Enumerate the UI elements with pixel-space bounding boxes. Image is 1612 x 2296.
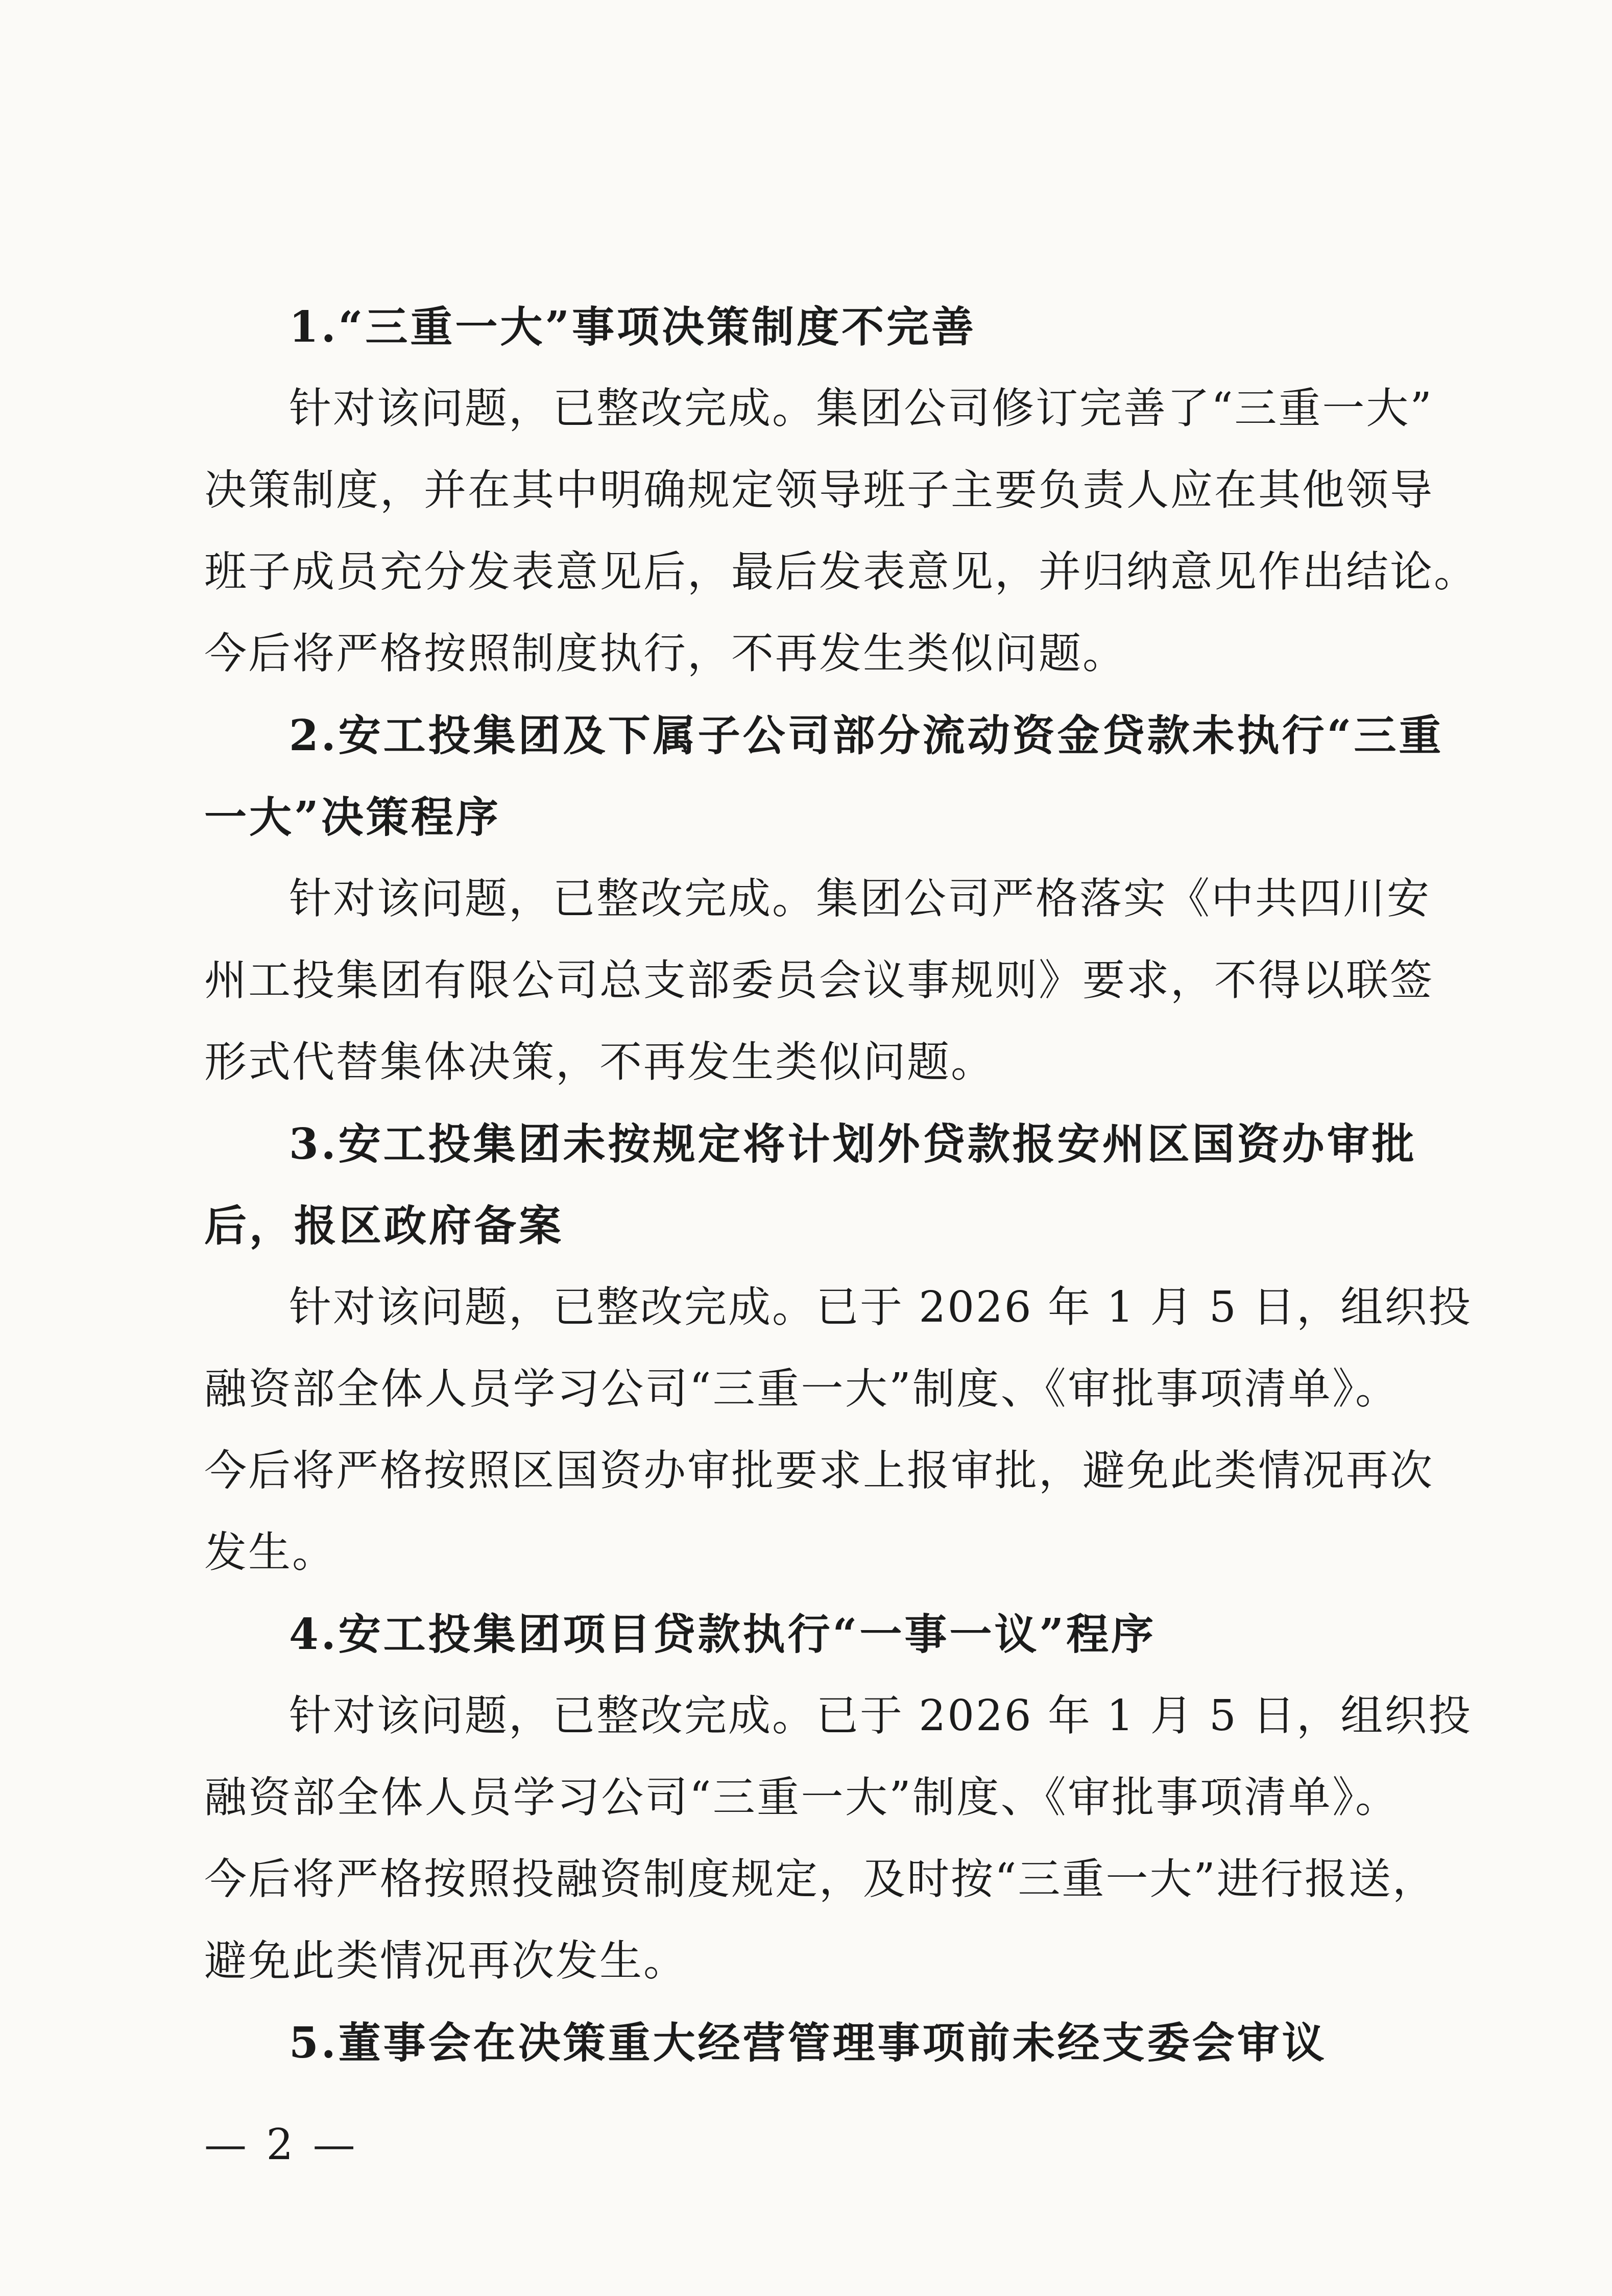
section-3	[204, 1103, 1473, 1593]
section-heading: 4.安工投集团项目贷款执行“一事一议”程序	[289, 1609, 1157, 1659]
section-heading: 后，报区政府备案	[204, 1201, 564, 1251]
section-heading: 5.董事会在决策重大经营管理事项前未经支委会审议	[289, 2018, 1327, 2068]
paragraph-line: 针对该问题，已整改完成。集团公司严格落实《中共四川安	[289, 874, 1431, 923]
document-body	[204, 286, 1478, 2084]
paragraph-line: 班子成员充分发表意见后，最后发表意见，并归纳意见作出结论。	[204, 547, 1478, 596]
paragraph-line: 针对该问题，已整改完成。已于 2026 年 1 月 5 日，组织投	[289, 1282, 1473, 1332]
section-4	[204, 1593, 1473, 2002]
section-2	[204, 695, 1444, 1103]
section-5	[204, 2002, 1399, 2084]
paragraph-line: 形式代替集体决策，不再发生类似问题。	[204, 1037, 995, 1087]
paragraph-line: 针对该问题，已整改完成。集团公司修订完善了“三重一大”	[289, 384, 1433, 433]
paragraph-line: 发生。	[204, 1527, 336, 1577]
paragraph-line: 今后将严格按照区国资办审批要求上报审批，避免此类情况再次	[204, 1446, 1434, 1495]
paragraph-line: 今后将严格按照制度执行，不再发生类似问题。	[204, 629, 1126, 678]
paragraph-line: 决策制度，并在其中明确规定领导班子主要负责人应在其他领导	[204, 465, 1434, 515]
page-number: — 2 —	[204, 2120, 358, 2169]
section-heading: 2.安工投集团及下属子公司部分流动资金贷款未执行“三重	[289, 710, 1444, 760]
paragraph-line: 今后将严格按照投融资制度规定，及时按“三重一大”进行报送，	[204, 1854, 1436, 1904]
paragraph-line: 州工投集团有限公司总支部委员会议事规则》要求，不得以联签	[204, 955, 1434, 1005]
section-heading: 3.安工投集团未按规定将计划外贷款报安州区国资办审批	[289, 1119, 1417, 1169]
paragraph-line: 融资部全体人员学习公司“三重一大”制度、《审批事项清单》。	[204, 1773, 1399, 1822]
section-heading: 一大”决策程序	[204, 792, 501, 842]
paragraph-line: 针对该问题，已整改完成。已于 2026 年 1 月 5 日，组织投	[289, 1691, 1473, 1740]
section-1	[204, 286, 1478, 695]
section-heading: 1.“三重一大”事项决策制度不完善	[289, 302, 977, 352]
paragraph-line: 融资部全体人员学习公司“三重一大”制度、《审批事项清单》。	[204, 1364, 1399, 1414]
paragraph-line: 避免此类情况再次发生。	[204, 1936, 687, 1986]
